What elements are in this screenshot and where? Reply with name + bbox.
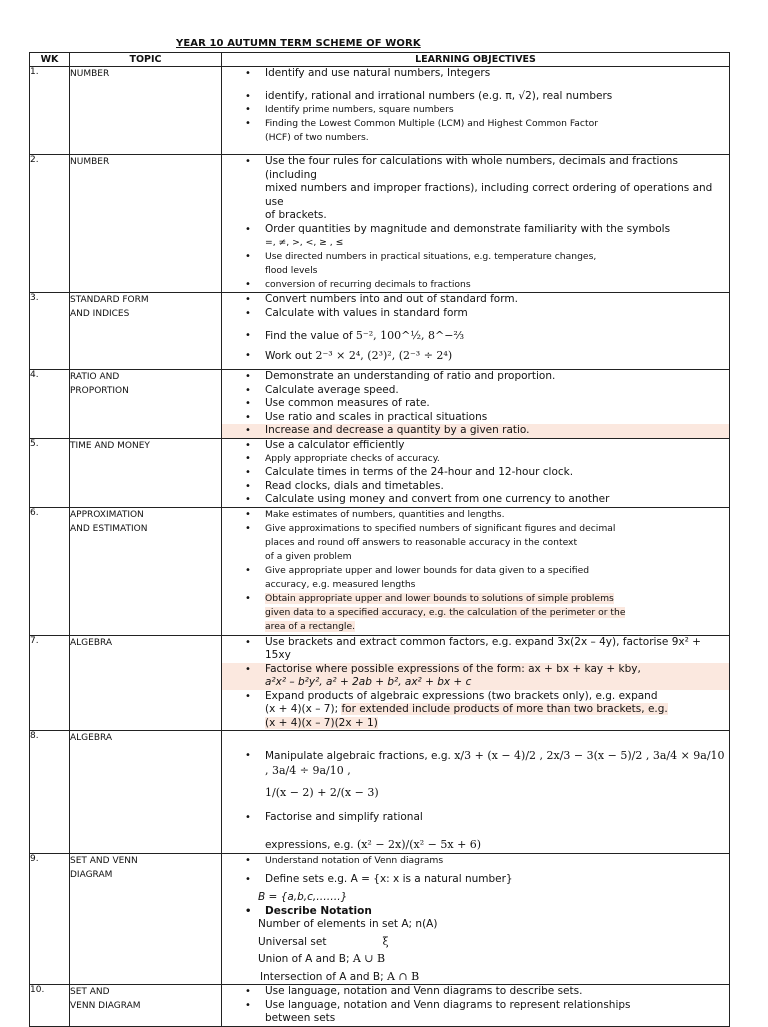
objective-item — [222, 493, 729, 507]
bullet-icon: • — [245, 425, 251, 436]
header-objectives: LEARNING OBJECTIVES — [222, 53, 730, 67]
objective-item — [222, 370, 729, 384]
objective-text: Use language, notation and Venn diagrams to represent relationships — [265, 998, 631, 1011]
objective-text: accuracy, e.g. measured lengths — [265, 578, 416, 590]
table-row — [30, 853, 730, 985]
week-cell: 3. — [30, 293, 70, 370]
objective-text: mixed numbers and improper fractions), including correct ordering of operations and use — [265, 182, 713, 208]
objective-text: =, ≠, >, <, ≥ , ≤ — [265, 237, 344, 248]
objective-item — [222, 223, 729, 237]
topic-cell — [70, 731, 222, 854]
objective-text: Obtain appropriate upper and lower bounds to solutions of simple problems — [265, 592, 614, 604]
objective-item — [222, 397, 729, 411]
scheme-of-work-table — [29, 52, 730, 1027]
week-cell: 9. — [30, 853, 70, 985]
objective-item-highlighted — [222, 663, 729, 677]
universal-set-icon: ξ — [382, 934, 389, 948]
objectives-cell — [222, 731, 730, 854]
objective-item — [222, 749, 729, 778]
objective-text: Universal set — [258, 935, 327, 948]
objective-item — [222, 636, 729, 663]
table-row — [30, 507, 730, 635]
objective-item — [222, 466, 729, 480]
objective-item — [222, 349, 729, 364]
objective-text: places and round off answers to reasonable accuracy in the context — [265, 536, 578, 548]
math-expression: 5⁻², 100^½, 8^−⅔ — [355, 329, 465, 342]
objective-item — [222, 67, 729, 81]
objective-continuation — [222, 970, 729, 985]
objective-text: Apply appropriate checks of accuracy. — [265, 453, 440, 464]
objectives-cell — [222, 853, 730, 985]
topic-cell — [70, 507, 222, 635]
objective-item — [222, 117, 729, 131]
bullet-icon: • — [245, 330, 251, 341]
objective-continuation — [222, 786, 729, 801]
objective-text: Calculate times in terms of the 24-hour and 12-hour clock. — [265, 466, 574, 478]
topic-line: ALGEBRA — [70, 733, 113, 743]
objective-item — [222, 103, 729, 117]
topic-cell — [70, 155, 222, 293]
objective-item — [222, 439, 729, 453]
topic-line: STANDARD FORM — [70, 295, 149, 305]
objective-text: Identify prime numbers, square numbers — [265, 104, 454, 115]
topic-cell — [70, 438, 222, 507]
objective-text: of a given problem — [265, 550, 352, 562]
objective-continuation — [222, 236, 729, 250]
topic-line: PROPORTION — [70, 386, 129, 396]
objective-text: Expand products of algebraic expressions (two brackets only), e.g. expand — [265, 689, 658, 702]
objective-continuation — [222, 952, 729, 967]
objective-text: Calculate average speed. — [265, 383, 399, 396]
objective-item — [222, 905, 729, 919]
objectives-cell — [222, 67, 730, 155]
objective-text: Number of elements in set A; n(A) — [258, 918, 438, 930]
objective-text: Use brackets and extract common factors, e.g. expand 3x(2x – 4y), factorise 9x² + 15xy — [265, 635, 701, 661]
bullet-icon: • — [245, 854, 251, 866]
bullet-icon: • — [245, 118, 251, 129]
objective-text: Use common measures of rate. — [265, 397, 430, 409]
table-row — [30, 293, 730, 370]
objective-text: Manipulate algebraic fractions, e.g. — [265, 750, 451, 762]
table-row — [30, 635, 730, 731]
objective-text: Define sets e.g. A = {x: x is a natural number} — [265, 872, 513, 885]
bullet-icon: • — [245, 223, 251, 235]
week-cell: 2. — [30, 155, 70, 293]
objective-continuation — [222, 1012, 729, 1026]
objective-item — [222, 811, 729, 825]
bullet-icon: • — [245, 905, 252, 917]
bullet-icon: • — [245, 251, 251, 262]
topic-line: VENN DIAGRAM — [70, 1001, 141, 1011]
bullet-icon: • — [245, 494, 251, 505]
bullet-icon: • — [245, 467, 251, 478]
objective-text: B = {a,b,c,…….} — [258, 891, 348, 903]
objective-text: (x + 4)(x – 7)(2x + 1) — [265, 716, 378, 729]
bullet-icon: • — [245, 522, 251, 534]
math-expression: (x² − 2x)/(x² − 5x + 6) — [356, 838, 482, 851]
objective-text: Union of A and B; — [258, 953, 350, 965]
header-topic: TOPIC — [70, 53, 222, 67]
objective-text: Use directed numbers in practical situations, e.g. temperature changes, — [265, 251, 597, 262]
objective-text: Increase and decrease a quantity by a given ratio. — [265, 424, 530, 436]
bullet-icon: • — [245, 453, 251, 464]
bullet-icon: • — [245, 564, 251, 576]
bullet-icon: • — [245, 999, 251, 1011]
topic-cell — [70, 370, 222, 439]
week-cell: 7. — [30, 635, 70, 731]
objective-continuation — [222, 578, 729, 592]
week-cell: 1. — [30, 67, 70, 155]
objective-item — [222, 452, 729, 466]
objective-item-highlighted — [222, 592, 729, 606]
objectives-cell — [222, 438, 730, 507]
objective-item — [222, 522, 729, 536]
objective-text: for extended include products of more than two brackets, e.g. — [341, 703, 668, 715]
objective-text: (x + 4)(x – 7); — [265, 703, 339, 715]
bullet-icon: • — [245, 811, 251, 823]
math-expression: x/3 + (x − 4)/2 , 2x/3 − 3(x − 5)/2 , 3a/4 × 9a/10 , 3a/4 ÷ 9a/10 , — [265, 749, 725, 777]
objective-text: Intersection of A and B; — [260, 970, 384, 983]
objective-text: Use a calculator efficiently — [265, 438, 405, 451]
objective-continuation — [222, 918, 729, 932]
objective-text: Factorise where possible expressions of the form: ax + bx + kay + kby, — [265, 662, 641, 675]
header-row — [30, 53, 730, 67]
objective-item — [222, 293, 729, 307]
objective-text: Use language, notation and Venn diagrams to describe sets. — [265, 985, 583, 997]
topic-line: SET AND — [70, 987, 110, 997]
bullet-icon: • — [245, 592, 251, 604]
objective-text: flood levels — [265, 265, 318, 276]
objective-text: between sets — [265, 1012, 336, 1024]
topic-line: NUMBER — [70, 69, 110, 79]
objective-text: Give appropriate upper and lower bounds for data given to a specified — [265, 564, 590, 576]
objective-item — [222, 690, 729, 704]
bullet-icon: • — [245, 873, 251, 885]
objective-item — [222, 508, 729, 522]
objective-continuation — [222, 703, 729, 717]
table-row — [30, 731, 730, 854]
objective-text: Read clocks, dials and timetables. — [265, 479, 444, 492]
objective-item — [222, 873, 729, 887]
topic-cell — [70, 293, 222, 370]
bullet-icon: • — [245, 750, 251, 761]
bullet-icon: • — [245, 104, 251, 115]
objective-continuation — [222, 676, 729, 690]
objective-text: expressions, e.g. — [265, 839, 354, 851]
bullet-icon: • — [245, 411, 251, 423]
objective-text: Calculate using money and convert from one currency to another — [265, 493, 610, 505]
bullet-icon: • — [245, 68, 251, 79]
topic-line: TIME AND MONEY — [70, 440, 150, 451]
objective-text: Use ratio and scales in practical situations — [265, 410, 488, 423]
topic-cell — [70, 985, 222, 1027]
objective-continuation — [222, 935, 729, 950]
objective-item — [222, 411, 729, 425]
objective-continuation — [222, 717, 729, 731]
objectives-cell — [222, 985, 730, 1027]
objective-text: Factorise and simplify rational — [265, 810, 423, 823]
objectives-cell — [222, 370, 730, 439]
objective-text: Make estimates of numbers, quantities and lengths. — [265, 508, 505, 520]
objective-text: Convert numbers into and out of standard form. — [265, 293, 518, 305]
objective-continuation — [222, 606, 729, 620]
objective-item — [222, 564, 729, 578]
topic-line: AND INDICES — [70, 309, 130, 319]
objective-item — [222, 854, 729, 868]
objectives-cell — [222, 635, 730, 731]
objective-item — [222, 384, 729, 398]
topic-line: ALGEBRA — [70, 637, 113, 648]
topic-line: NUMBER — [70, 157, 110, 167]
objectives-cell — [222, 507, 730, 635]
objective-text: given data to a specified accuracy, e.g. the calculation of the perimeter or the — [265, 606, 626, 618]
objective-item — [222, 480, 729, 494]
objective-item — [222, 155, 729, 182]
math-expression: A ∩ B — [386, 969, 420, 983]
objective-continuation — [222, 209, 729, 223]
objective-continuation — [222, 838, 729, 853]
objective-continuation — [222, 891, 729, 905]
week-cell: 10. — [30, 985, 70, 1027]
objective-text: Understand notation of Venn diagrams — [265, 854, 444, 866]
topic-line: AND ESTIMATION — [70, 523, 148, 534]
bullet-icon: • — [245, 156, 251, 167]
objective-text: Identify and use natural numbers, Integers — [265, 67, 491, 79]
objective-text: of brackets. — [265, 209, 327, 221]
objective-text: Use the four rules for calculations with whole numbers, decimals and fractions (including — [265, 155, 678, 181]
topic-line: APPROXIMATION — [70, 509, 144, 520]
week-cell: 5. — [30, 438, 70, 507]
bullet-icon: • — [245, 663, 251, 675]
week-cell: 6. — [30, 507, 70, 635]
objective-text: a²x² – b²y², a² + 2ab + b², ax² + bx + c — [265, 676, 472, 688]
math-expression: A ∪ B — [352, 952, 386, 965]
objective-continuation — [222, 131, 729, 145]
objective-item-highlighted — [222, 424, 729, 438]
bullet-icon: • — [245, 279, 251, 290]
objective-continuation — [222, 264, 729, 278]
objective-text: (HCF) of two numbers. — [265, 132, 369, 143]
topic-line: RATIO AND — [70, 372, 120, 382]
objective-text: Find the value of — [265, 330, 353, 342]
topic-cell — [70, 67, 222, 155]
table-row — [30, 438, 730, 507]
objective-item — [222, 90, 729, 104]
bullet-icon: • — [245, 986, 251, 997]
bullet-icon: • — [245, 398, 251, 409]
objective-text: Give approximations to specified numbers of significant figures and decimal — [265, 522, 616, 534]
bullet-icon: • — [245, 439, 251, 451]
objective-text: identify, rational and irrational numbers (e.g. π, √2), real numbers — [265, 89, 613, 102]
objective-text: Describe Notation — [265, 904, 372, 917]
table-row — [30, 67, 730, 155]
objectives-cell — [222, 293, 730, 370]
objectives-cell — [222, 155, 730, 293]
topic-cell — [70, 635, 222, 731]
math-expression: 2⁻³ × 2⁴, (2³)², (2⁻³ ÷ 2⁴) — [315, 348, 453, 362]
objective-text: Work out — [265, 349, 313, 362]
objective-item — [222, 278, 729, 292]
objective-text: Demonstrate an understanding of ratio and proportion. — [265, 370, 556, 382]
week-cell: 8. — [30, 731, 70, 854]
bullet-icon: • — [245, 384, 251, 396]
bullet-icon: • — [245, 508, 251, 520]
topic-cell — [70, 853, 222, 985]
bullet-icon: • — [245, 690, 251, 702]
objective-item — [222, 329, 729, 344]
objective-continuation — [222, 182, 729, 209]
objective-item — [222, 985, 729, 999]
bullet-icon: • — [245, 371, 251, 382]
table-row — [30, 155, 730, 293]
table-row — [30, 985, 730, 1027]
math-expression: 1/(x − 2) + 2/(x − 3) — [265, 786, 379, 799]
objective-text: Order quantities by magnitude and demonstrate familiarity with the symbols — [265, 222, 671, 235]
bullet-icon: • — [245, 480, 251, 492]
bullet-icon: • — [245, 636, 251, 648]
objective-item — [222, 250, 729, 264]
objective-continuation — [222, 620, 729, 634]
page-title: YEAR 10 AUTUMN TERM SCHEME OF WORK — [176, 38, 421, 49]
objective-continuation — [222, 550, 729, 564]
objective-continuation — [222, 536, 729, 550]
bullet-icon: • — [245, 307, 251, 319]
table-row — [30, 370, 730, 439]
header-wk: WK — [30, 53, 70, 67]
topic-line: DIAGRAM — [70, 869, 113, 880]
objective-text: Finding the Lowest Common Multiple (LCM) and Highest Common Factor — [265, 118, 598, 129]
bullet-icon: • — [245, 349, 251, 361]
topic-line: SET AND VENN — [70, 855, 138, 866]
week-cell: 4. — [30, 370, 70, 439]
bullet-icon: • — [245, 294, 251, 305]
objective-text: Calculate with values in standard form — [265, 306, 468, 319]
objective-text: area of a rectangle. — [265, 620, 356, 632]
bullet-icon: • — [245, 90, 251, 102]
objective-item — [222, 307, 729, 321]
objective-item — [222, 999, 729, 1013]
objective-text: conversion of recurring decimals to fractions — [265, 279, 471, 290]
